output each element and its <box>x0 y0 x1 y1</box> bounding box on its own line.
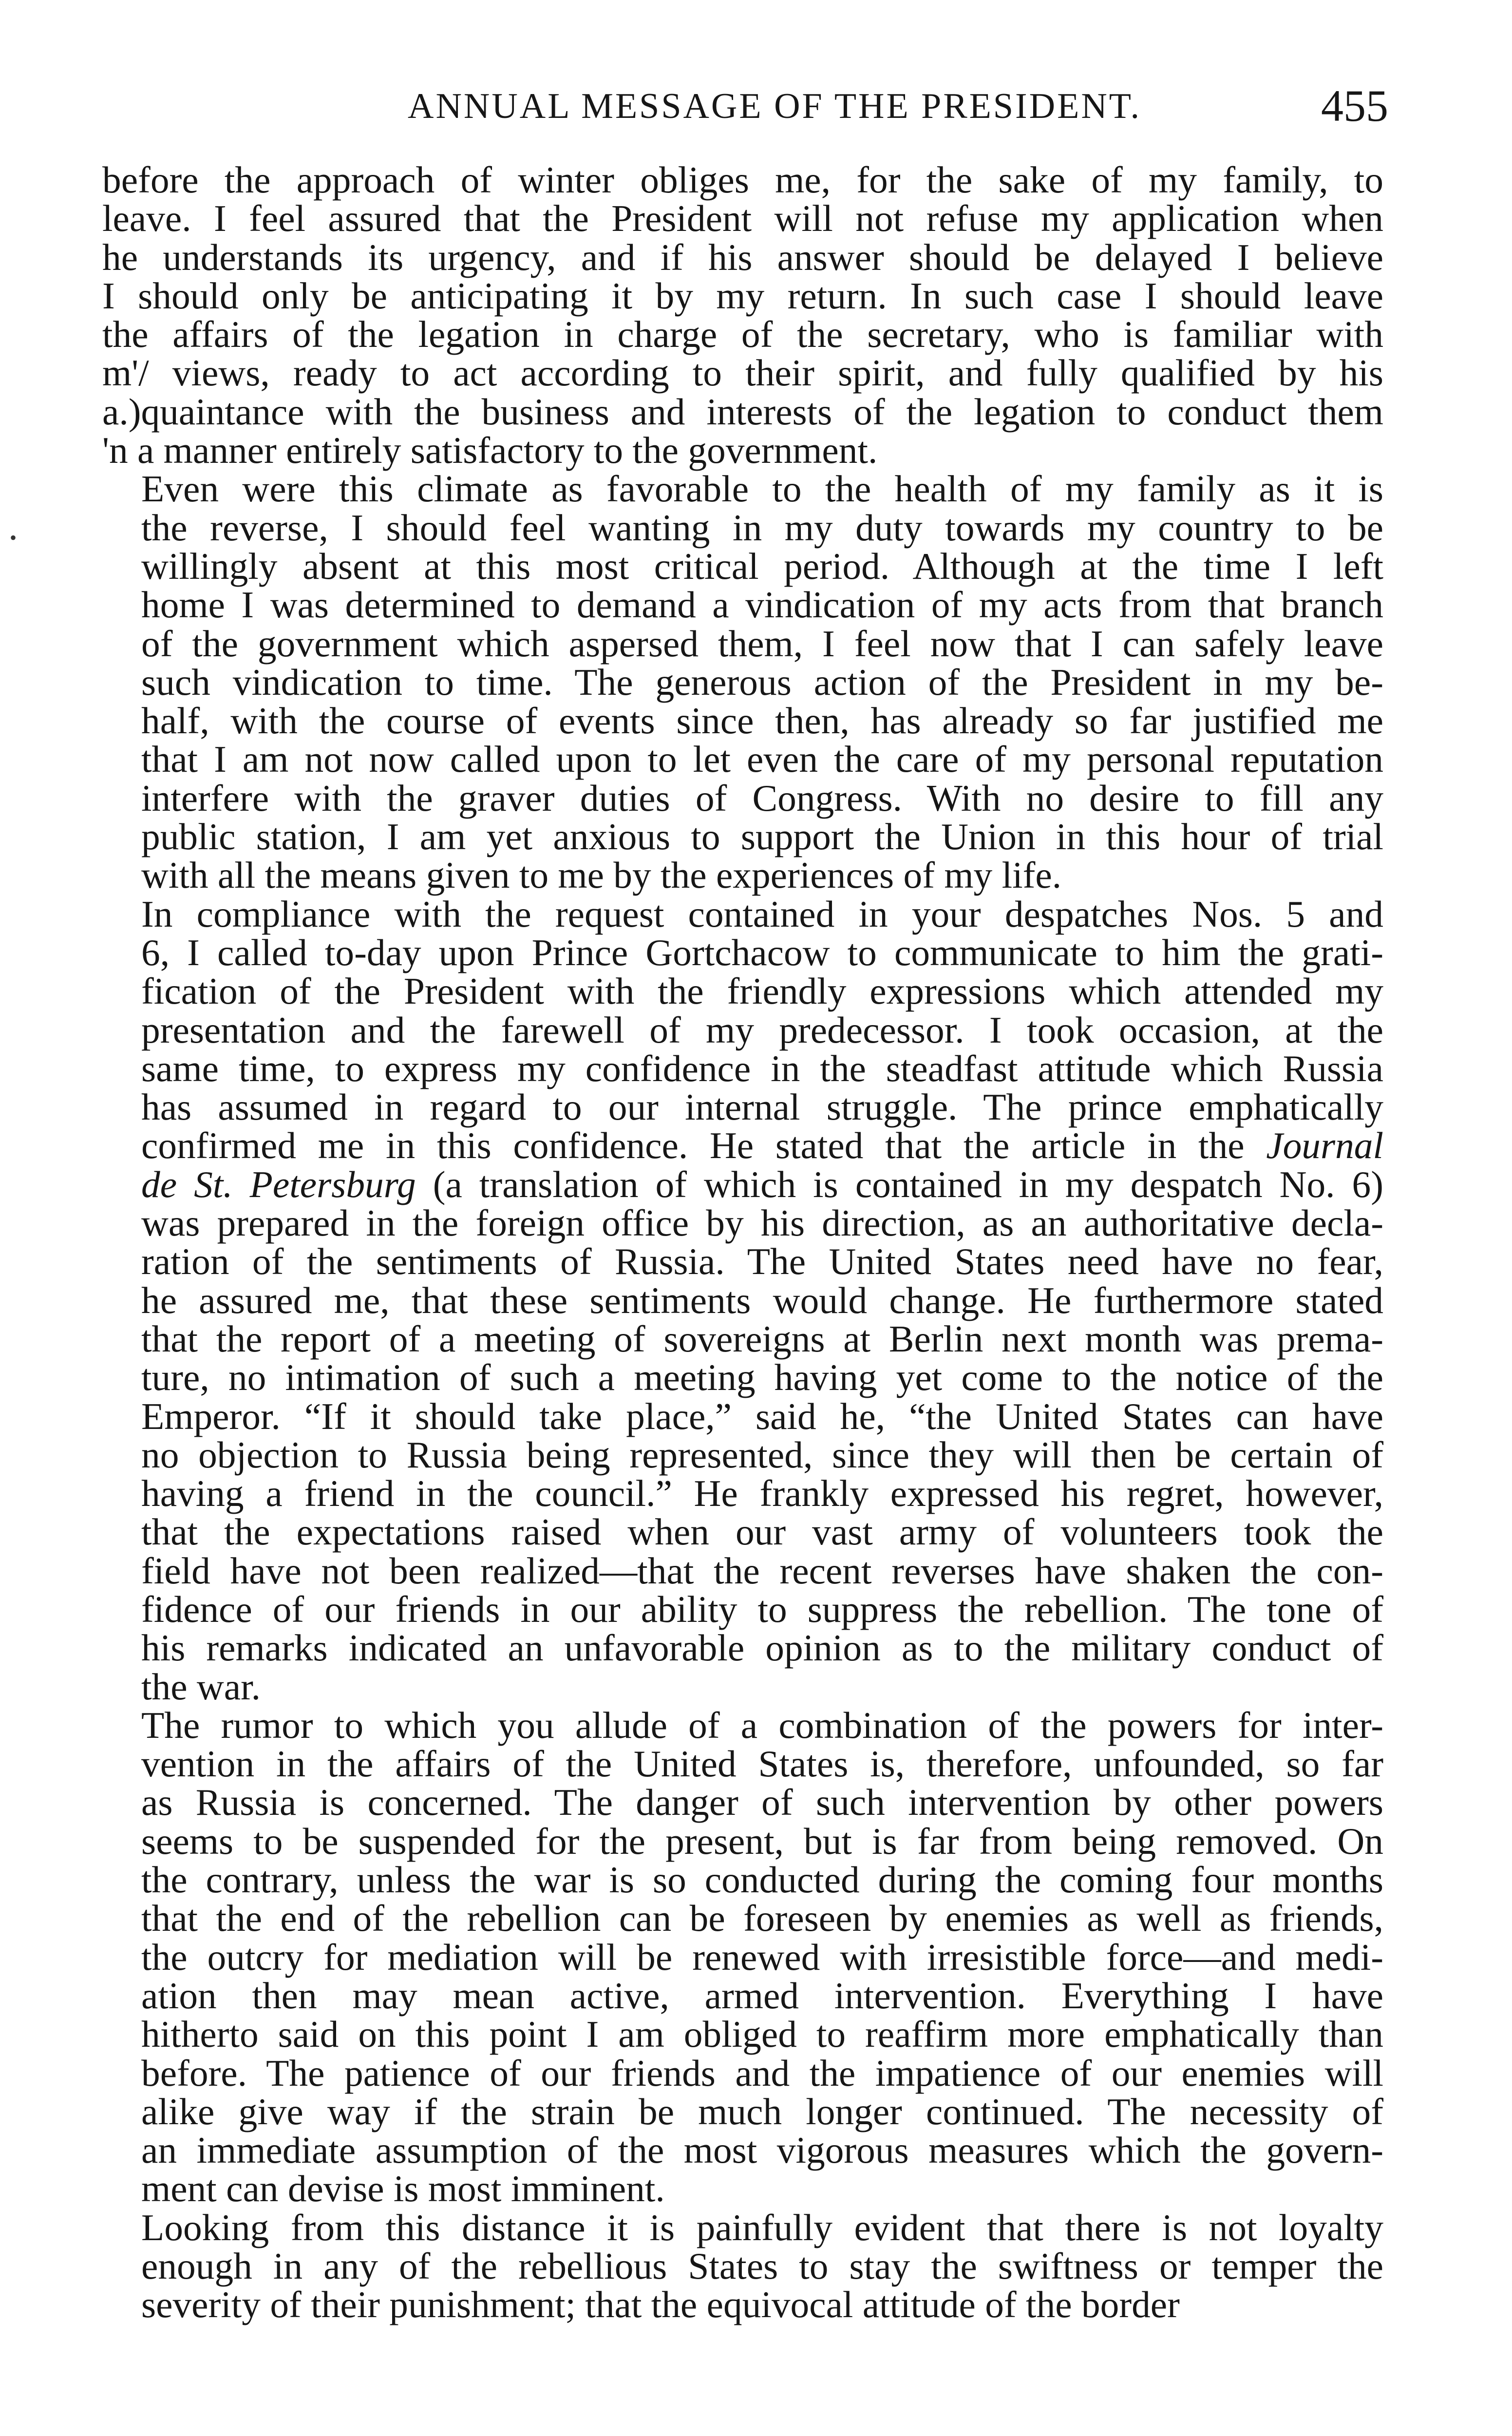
text-line: same time, to express my confidence in the steadfast attitude which Russia <box>141 1047 1383 1089</box>
body-text <box>102 161 1383 2324</box>
journal-title-italic: de St. Petersburg <box>141 1163 416 1205</box>
text-line: field have not been realized—that the recent reverses have shaken the con- <box>141 1549 1383 1592</box>
text-line: alike give way if the strain be much longer continued. The necessity of <box>141 2090 1383 2132</box>
text-line: willingly absent at this most critical period. Although at the time I left <box>141 545 1383 587</box>
text-line: ration of the sentiments of Russia. The United States need have no fear, <box>141 1240 1383 1283</box>
page-header <box>93 82 1388 135</box>
text-line: enough in any of the rebellious States to stay the swiftness or temper the <box>141 2245 1383 2287</box>
text-line: with all the means given to me by the experiences of my life. <box>141 854 1062 896</box>
text-line: the war. <box>141 1665 261 1708</box>
text-line: The rumor to which you allude of a combination of the powers for inter- <box>141 1704 1383 1746</box>
text-line: Looking from this distance it is painfully evident that there is not loyalty <box>141 2206 1383 2248</box>
text-line: such vindication to time. The generous action of the President in my be- <box>141 661 1383 703</box>
text-line: fication of the President with the friendly expressions which attended my <box>141 970 1383 1012</box>
text-line: Even were this climate as favorable to the health of my family as it is <box>141 468 1383 510</box>
paragraph <box>102 1706 1383 2208</box>
text-line: m'/ views, ready to act according to their spirit, and fully qualified by his <box>102 352 1383 394</box>
margin-dot: • <box>10 527 17 549</box>
text-line: a.)quaintance with the business and interests of the legation to conduct them <box>102 390 1383 433</box>
text-line: seems to be suspended for the present, but is far from being removed. On <box>141 1820 1383 1862</box>
text-line: no objection to Russia being represented, since they will then be certain of <box>141 1433 1383 1476</box>
text-line: In compliance with the request contained in your despatches Nos. 5 and <box>141 893 1383 935</box>
text-line: that the expectations raised when our vast army of volunteers took the <box>141 1511 1383 1553</box>
text-line: ture, no intimation of such a meeting having yet come to the notice of the <box>141 1356 1383 1399</box>
text-line: the affairs of the legation in charge of the secretary, who is familiar with <box>102 313 1383 356</box>
text-line: public station, I am yet anxious to support the Union in this hour of trial <box>141 816 1383 858</box>
text-line: 'n a manner entirely satisfactory to the government. <box>102 429 878 472</box>
text-line: presentation and the farewell of my predecessor. I took occasion, at the <box>141 1009 1383 1051</box>
text-line: as Russia is concerned. The danger of such intervention by other powers <box>141 1781 1383 1824</box>
text-line: Emperor. “If it should take place,” said he, “the United States can have <box>141 1395 1383 1437</box>
text-line: that the report of a meeting of sovereigns at Berlin next month was prema- <box>141 1317 1383 1360</box>
text-line: vention in the affairs of the United States is, therefore, unfounded, so far <box>141 1743 1383 1785</box>
paragraph <box>102 470 1383 894</box>
text-line: he assured me, that these sentiments would change. He furthermore stated <box>141 1279 1383 1321</box>
text-line: the outcry for mediation will be renewed with irresistible force—and medi- <box>141 1936 1383 1978</box>
journal-title-italic: Journal <box>1266 1124 1383 1167</box>
page-number: 455 <box>1321 81 1388 131</box>
text-line: that I am not now called upon to let even the care of my personal reputation <box>141 738 1383 780</box>
text-line: hitherto said on this point I am obliged to reaffirm more emphatically than <box>141 2013 1383 2055</box>
text-line: an immediate assumption of the most vigorous measures which the govern- <box>141 2129 1383 2171</box>
paragraph <box>102 2208 1383 2324</box>
text-line: half, with the course of events since then, has already so far justified me <box>141 700 1383 742</box>
text-line: 6, I called to-day upon Prince Gortchacow to communicate to him the grati- <box>141 931 1383 973</box>
text-line: confirmed me in this confidence. He stated that the article in the Journal <box>141 1124 1383 1167</box>
text-line: the reverse, I should feel wanting in my duty towards my country to be <box>141 506 1383 549</box>
text-line: interfere with the graver duties of Congress. With no desire to fill any <box>141 777 1383 819</box>
paragraph <box>102 895 1383 1706</box>
text-line: ation then may mean active, armed intervention. Everything I have <box>141 1974 1383 2017</box>
text-line: leave. I feel assured that the President will not refuse my application when <box>102 197 1383 240</box>
text-line: before the approach of winter obliges me, for the sake of my family, to <box>102 159 1383 201</box>
text-line: he understands its urgency, and if his answer should be delayed I believe <box>102 236 1383 278</box>
text-line: was prepared in the foreign office by his direction, as an authoritative decla- <box>141 1202 1383 1244</box>
text-line: ment can devise is most imminent. <box>141 2168 665 2210</box>
text-line: the contrary, unless the war is so conducted during the coming four months <box>141 1859 1383 1901</box>
text-line: fidence of our friends in our ability to suppress the rebellion. The tone of <box>141 1588 1383 1630</box>
text-line: de St. Petersburg (a translation of which is contained in my despatch No. 6) <box>141 1163 1383 1205</box>
text-line: his remarks indicated an unfavorable opinion as to the military conduct of <box>141 1627 1383 1669</box>
text-line: home I was determined to demand a vindication of my acts from that branch <box>141 584 1383 626</box>
text-line: having a friend in the council.” He frankly expressed his regret, however, <box>141 1472 1383 1515</box>
text-line: I should only be anticipating it by my return. In such case I should leave <box>102 274 1383 317</box>
text-line: severity of their punishment; that the equivocal attitude of the border <box>141 2284 1180 2326</box>
text-line: has assumed in regard to our internal struggle. The prince emphatically <box>141 1086 1383 1128</box>
running-head: ANNUAL MESSAGE OF THE PRESIDENT. <box>408 86 1141 126</box>
text-line: before. The patience of our friends and the impatience of our enemies will <box>141 2052 1383 2094</box>
text-line: that the end of the rebellion can be foreseen by enemies as well as friends, <box>141 1897 1383 1940</box>
text-line: of the government which aspersed them, I feel now that I can safely leave <box>141 622 1383 665</box>
paragraph <box>102 161 1383 470</box>
